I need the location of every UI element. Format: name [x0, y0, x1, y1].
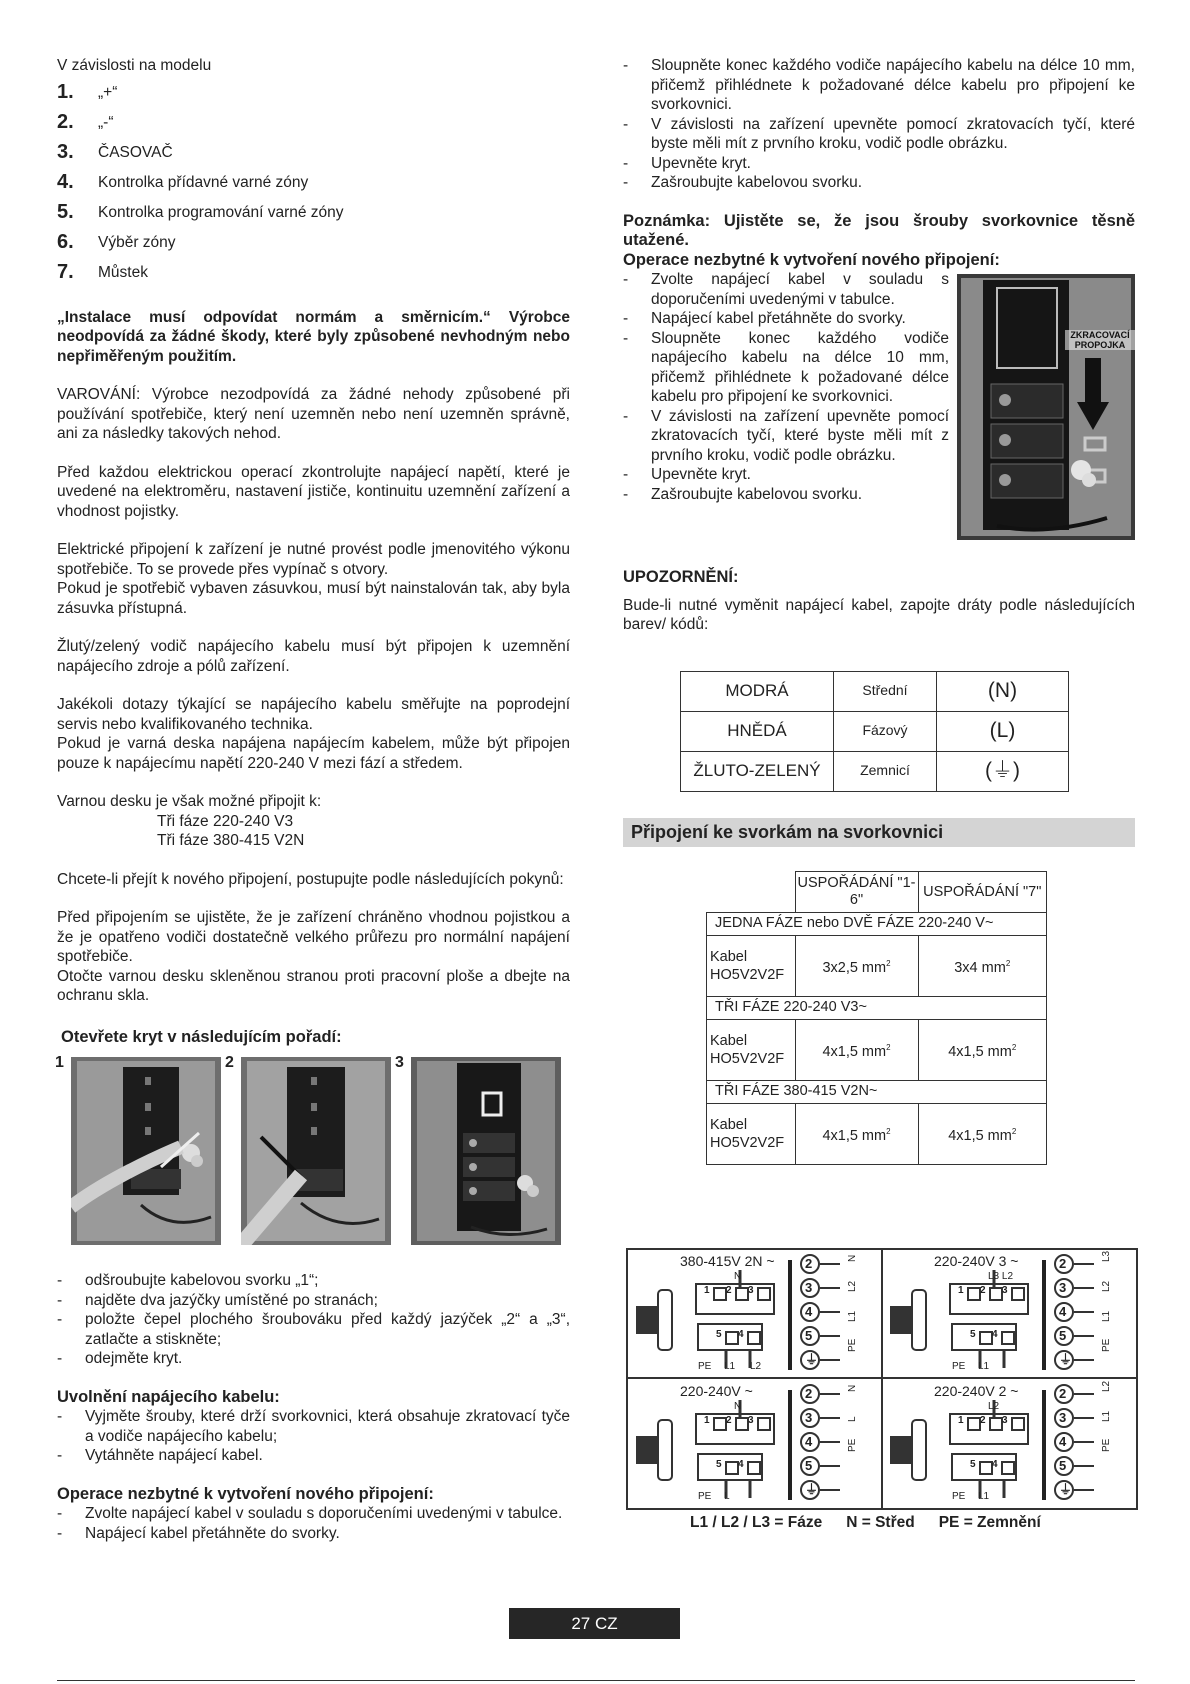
terminal-circle-label: ⏚ — [805, 1482, 819, 1497]
wire-side-label: N — [847, 1384, 858, 1392]
table-row: Kabel HO5V2V2F 4x1,5 $mm^2$ 4x1,5 $mm^2$ — [707, 1020, 1047, 1081]
step-item: - Sloupněte konec každého vodiče napájecího kabelu na délce 10 mm, přičemž přihlédnete k požadované délce kabelu pro připojení ke svorkovnici. — [623, 329, 949, 405]
terminal-screw — [726, 1332, 738, 1344]
wire-top-label: N — [734, 1401, 742, 1412]
terminal-number: 4 — [738, 1459, 744, 1470]
terminal-screw — [714, 1288, 726, 1300]
list-item: 1. „+“ — [57, 80, 118, 103]
step-item: - Napájecí kabel přetáhněte do svorky. — [57, 1524, 340, 1542]
terminal-number: 2 — [980, 1285, 986, 1296]
terminal-circle-label: 3 — [805, 1280, 813, 1295]
step-item: - Zašroubujte kabelovou svorku. — [623, 174, 863, 191]
terminal-number: 4 — [992, 1459, 998, 1470]
model-intro: V závislosti na modelu — [57, 57, 212, 74]
wire-side-label: L2 — [1101, 1380, 1112, 1392]
diagram-voltage: 220-240V 2 ~ — [934, 1383, 1019, 1399]
step-item: - Sloupněte konec každého vodiče napájecího kabelu na délce 10 mm, přičemž přihlédnete k požadované délce kabelu pro připojení ke svorkovnici. — [623, 57, 1135, 113]
cable-clamp — [658, 1420, 672, 1480]
wire-side-label: L1 — [1101, 1410, 1112, 1422]
page-number: 27 CZ — [509, 1608, 680, 1639]
warning-text: VAROVÁNÍ: Výrobce nezodpovídá za žádné nehody způsobené při používání spotřebiče, který není uzemněn nebo není uzemněn správně, ani za následky takových nehod. — [57, 386, 570, 442]
list-item: 5. Kontrolka programování varné zóny — [57, 200, 344, 223]
voltage-text: Pokud je varná deska napájena napájecím kabelem, může být připojen pouze k napájecímu napětí 220-240 V mezi fází a středem. — [57, 735, 570, 772]
jumper-photo — [957, 274, 1135, 540]
new-connection-title-2: Operace nezbytné k vytvoření nového připojení: — [623, 250, 1000, 269]
wire-side-label: PE — [847, 1438, 858, 1452]
terminal-number: 3 — [748, 1285, 754, 1296]
terminal-screw — [1012, 1288, 1024, 1300]
terminal-screw — [980, 1332, 992, 1344]
terminal-number: 3 — [1002, 1285, 1008, 1296]
wire-side-label: PE — [1101, 1438, 1112, 1452]
step-item: - Upevněte kryt. — [623, 154, 751, 172]
terminal-cover-photo-1 — [71, 1057, 221, 1245]
step-item: - V závislosti na zařízení upevněte pomocí zkratovacích tyčí, které byste měli mít z prvního kroku, vodič podle obrázku. — [623, 115, 1135, 152]
terminal-number: 5 — [716, 1459, 722, 1470]
connection-text: Elektrické připojení k zařízení je nutné provést podle jmenovitého výkonu spotřebiče. To se provede přes vypínač s otvory. — [57, 541, 570, 578]
terminal-circle-label: 4 — [1059, 1304, 1067, 1319]
jumper-label: ZKRACOVACÍ PROPOJKA — [1065, 330, 1135, 350]
step-item: - Zašroubujte kabelovou svorku. — [623, 485, 863, 503]
wire-side-label: L1 — [847, 1310, 858, 1322]
wire-side-label: L — [847, 1416, 858, 1422]
legend-ground: PE = Zemnění — [938, 1514, 1041, 1531]
step-item: - odejměte kryt. — [57, 1350, 183, 1367]
table-row: JEDNA FÁZE nebo DVĚ FÁZE 220-240 V~ — [707, 913, 1047, 936]
list-item: 7. Můstek — [57, 260, 148, 283]
legend-neutral: N = Střed — [846, 1514, 915, 1531]
terminal-circle-label: ⏚ — [1059, 1482, 1073, 1497]
step-item: - Vyjměte šrouby, které drží svorkovnici, která obsahuje zkratovací tyče a vodiče napájecího kabelu; — [57, 1408, 570, 1445]
terminal-cover-photo-2 — [241, 1057, 391, 1245]
terminal-screw — [748, 1332, 760, 1344]
terminal-circle-label: 4 — [805, 1304, 813, 1319]
list-item: 6. Výběr zóny — [57, 230, 176, 253]
terminal-circle-label: 3 — [1059, 1280, 1067, 1295]
open-cover-title: Otevřete kryt v následujícím pořadí: — [61, 1027, 342, 1046]
terminal-circle-label: 3 — [1059, 1410, 1067, 1425]
table-row: USPOŘÁDÁNÍ "1-6" USPOŘÁDÁNÍ "7" — [707, 872, 1047, 913]
step-item: - odšroubujte kabelovou svorku „1“; — [57, 1272, 319, 1289]
step-item: - V závislosti na zařízení upevněte pomocí zkratovacích tyčí, které byste měli mít z prvního kroku, vodič podle obrázku. — [623, 407, 949, 464]
three-phase-2: Tři fáze 380-415 V2N — [157, 832, 305, 849]
terminal-screw — [726, 1462, 738, 1474]
bottom-rule — [57, 1680, 1135, 1681]
terminal-screw — [968, 1418, 980, 1430]
wire-side-label: L2 — [1101, 1280, 1112, 1292]
terminal-number: 3 — [1002, 1415, 1008, 1426]
step-item: - Zvolte napájecí kabel v souladu s doporučeními uvedenými v tabulce. — [57, 1505, 563, 1522]
terminal-circle-label: 5 — [1059, 1458, 1067, 1473]
terminal-circle-label: 4 — [805, 1434, 813, 1449]
table-row: MODRÁ Střední (N) — [681, 671, 1069, 711]
before-text: Před připojením se ujistěte, že je zařízení chráněno vhodnou pojistkou a že je opatřeno vodiči dostatečně velkého průřezu pro normální napájení spotřebiče. — [57, 909, 570, 965]
wire-side-label: L3 — [1101, 1250, 1112, 1262]
legend-phase: L1 / L2 / L3 = Fáze — [690, 1514, 823, 1531]
terminal-screw — [990, 1288, 1002, 1300]
cable-clamp — [912, 1290, 926, 1350]
wire-bottom-label: L1 — [978, 1491, 990, 1502]
wire-top-label: N — [734, 1271, 742, 1282]
wire-bottom-label: L1 — [724, 1361, 736, 1372]
terminal-screw — [1002, 1332, 1014, 1344]
ground-text: Žlutý/zelený vodič napájecího kabelu musí být připojen k uzemnění napájecího zdroje a pólů zařízení. — [57, 638, 570, 675]
wiring-diagrams — [626, 1248, 1138, 1510]
wire-bottom-label: PE — [952, 1361, 966, 1372]
terminal-number: 1 — [704, 1415, 710, 1426]
table-row: TŘI FÁZE 380-415 V2N~ — [707, 1081, 1047, 1104]
attention-title: UPOZORNĚNÍ: — [623, 568, 739, 586]
terminal-screw — [748, 1462, 760, 1474]
terminal-circle-label: 5 — [805, 1458, 813, 1473]
wire-bottom-label: L2 — [750, 1361, 762, 1372]
photo-step-3: 3 — [411, 1057, 561, 1245]
terminal-circle-label: 2 — [1059, 1256, 1067, 1271]
right-column — [623, 56, 1135, 1165]
terminal-open-photo-3 — [411, 1057, 561, 1245]
socket-text: Pokud je spotřebič vybaven zásuvkou, musí být nainstalován tak, aby byla zásuvka přístupná. — [57, 580, 570, 617]
terminal-circle-label: ⏚ — [805, 1352, 819, 1367]
cable-clamp — [658, 1290, 672, 1350]
terminal-screw — [758, 1288, 770, 1300]
diagram-voltage: 220-240V 3 ~ — [934, 1253, 1019, 1269]
table-row: TŘI FÁZE 220-240 V3~ — [707, 997, 1047, 1020]
terminal-number: 2 — [980, 1415, 986, 1426]
terminal-number: 1 — [704, 1285, 710, 1296]
switch-text: Chcete-li přejít k nového připojení, postupujte podle následujících pokynů: — [57, 870, 564, 888]
terminal-circle-label: ⏚ — [1059, 1352, 1073, 1367]
wire-side-label: L1 — [1101, 1310, 1112, 1322]
step-item: - položte čepel plochého šroubováku před každý jazýček „2“ a „3“, zatlačte a stiskněte; — [57, 1311, 570, 1348]
terminal-number: 2 — [726, 1415, 732, 1426]
terminal-screw — [736, 1288, 748, 1300]
table-row: Kabel HO5V2V2F 4x1,5 $mm^2$ 4x1,5 $mm^2$ — [707, 1104, 1047, 1165]
wire-bottom-label: PE — [952, 1491, 966, 1502]
table-row: HNĚDÁ Fázový (L) — [681, 711, 1069, 751]
attention-text: Bude-li nutné vyměnit napájecí kabel, zapojte dráty podle následujících barev/ kódů: — [623, 596, 1135, 633]
wire-side-label: L2 — [847, 1280, 858, 1292]
questions-text: Jakékoli dotazy týkající se napájecího kabelu směřujte na poprodejní servis nebo kvalifikovaného technika. — [57, 696, 570, 733]
wire-side-label: PE — [1101, 1338, 1112, 1352]
step-item: - Napájecí kabel přetáhněte do svorky. — [623, 310, 906, 327]
terminal-number: 1 — [958, 1415, 964, 1426]
wire-top-label: L2 — [988, 1401, 1000, 1412]
step-item: - Zvolte napájecí kabel v souladu s doporučeními uvedenými v tabulce. — [623, 271, 949, 308]
terminal-screw — [714, 1418, 726, 1430]
terminal-number: 5 — [970, 1329, 976, 1340]
wire-top-label: L3 L2 — [988, 1271, 1014, 1282]
new-connection-title: Operace nezbytné k vytvoření nového připojení: — [57, 1484, 434, 1503]
cover-photos — [55, 1054, 570, 1245]
cable-table — [706, 871, 1047, 1165]
terminal-jumper-photo — [957, 274, 1135, 540]
norm-notice: „Instalace musí odpovídat normám a směrnicím.“ Výrobce neodpovídá za žádné škody, které byly způsobené nevhodným nebo nepřiměřeným použitím. — [57, 308, 570, 365]
terminal-screw — [1002, 1462, 1014, 1474]
step-item: - najděte dva jazýčky umístěné po stranách; — [57, 1291, 378, 1309]
table-row: ŽLUTO-ZELENÝ Zemnicí (⏚) — [681, 751, 1069, 791]
terminal-number: 4 — [992, 1329, 998, 1340]
table-row: Kabel HO5V2V2F 3x2,5 $mm^2$ 3x4 $mm^2$ — [707, 936, 1047, 997]
diagram-voltage: 220-240V ~ — [680, 1383, 753, 1399]
terminal-number: 1 — [958, 1285, 964, 1296]
terminal-circle-label: 5 — [805, 1328, 813, 1343]
left-column — [57, 56, 570, 1543]
terminal-number: 5 — [716, 1329, 722, 1340]
control-list — [57, 78, 570, 288]
terminal-number: 5 — [970, 1459, 976, 1470]
terminal-circle-label: 5 — [1059, 1328, 1067, 1343]
wire-bottom-label: L1 — [978, 1361, 990, 1372]
wire-side-label: N — [847, 1254, 858, 1262]
terminal-number: 2 — [726, 1285, 732, 1296]
terminal-screw — [990, 1418, 1002, 1430]
terminal-section-title: Připojení ke svorkám na svorkovnici — [623, 818, 1135, 848]
terminal-screw — [968, 1288, 980, 1300]
terminal-screw — [736, 1418, 748, 1430]
diagram-legend — [690, 1514, 1041, 1532]
terminal-screw — [980, 1462, 992, 1474]
photo-step-2: 2 — [241, 1057, 391, 1245]
terminal-circle-label: 2 — [805, 1256, 813, 1271]
terminal-circle-label: 3 — [805, 1410, 813, 1425]
wire-bottom-label: PE — [698, 1361, 712, 1372]
diagram-voltage: 380-415V 2N ~ — [680, 1253, 775, 1269]
release-title: Uvolnění napájecího kabelu: — [57, 1387, 280, 1406]
wire-bottom-label: PE — [698, 1491, 712, 1502]
terminal-screw — [1012, 1418, 1024, 1430]
list-item: 4. Kontrolka přídavné varné zóny — [57, 170, 309, 193]
step-item: - Upevněte kryt. — [623, 466, 751, 483]
note-text: Poznámka: Ujistěte se, že jsou šrouby svorkovnice těsně utažené. — [623, 211, 1135, 249]
electric-check-text: Před každou elektrickou operací zkontrolujte napájecí napětí, které je uvedené na elektroměru, nastavení jističe, kontinuitu uzemnění zařízení a vhodnost pojistky. — [57, 463, 570, 520]
terminal-circle-label: 2 — [1059, 1386, 1067, 1401]
list-item: 2. „-“ — [57, 110, 114, 133]
step-item: - Vytáhněte napájecí kabel. — [57, 1447, 263, 1464]
wire-side-label: PE — [847, 1338, 858, 1352]
three-phase-1: Tři fáze 220-240 V3 — [157, 812, 294, 830]
wire-color-table — [680, 671, 1069, 792]
terminal-circle-label: 4 — [1059, 1434, 1067, 1449]
photo-step-1: 1 — [71, 1057, 221, 1245]
glass-text: Otočte varnou desku skleněnou stranou proti pracovní ploše a dbejte na ochranu skla. — [57, 967, 570, 1004]
terminal-number: 3 — [748, 1415, 754, 1426]
terminal-screw — [758, 1418, 770, 1430]
wire-bottom-label: L — [724, 1491, 730, 1502]
terminal-circle-label: 2 — [805, 1386, 813, 1401]
list-item: 3. ČASOVAČ — [57, 140, 173, 163]
terminal-number: 4 — [738, 1329, 744, 1340]
connect-intro: Varnou desku je však možné připojit k: — [57, 793, 322, 810]
cable-clamp — [912, 1420, 926, 1480]
